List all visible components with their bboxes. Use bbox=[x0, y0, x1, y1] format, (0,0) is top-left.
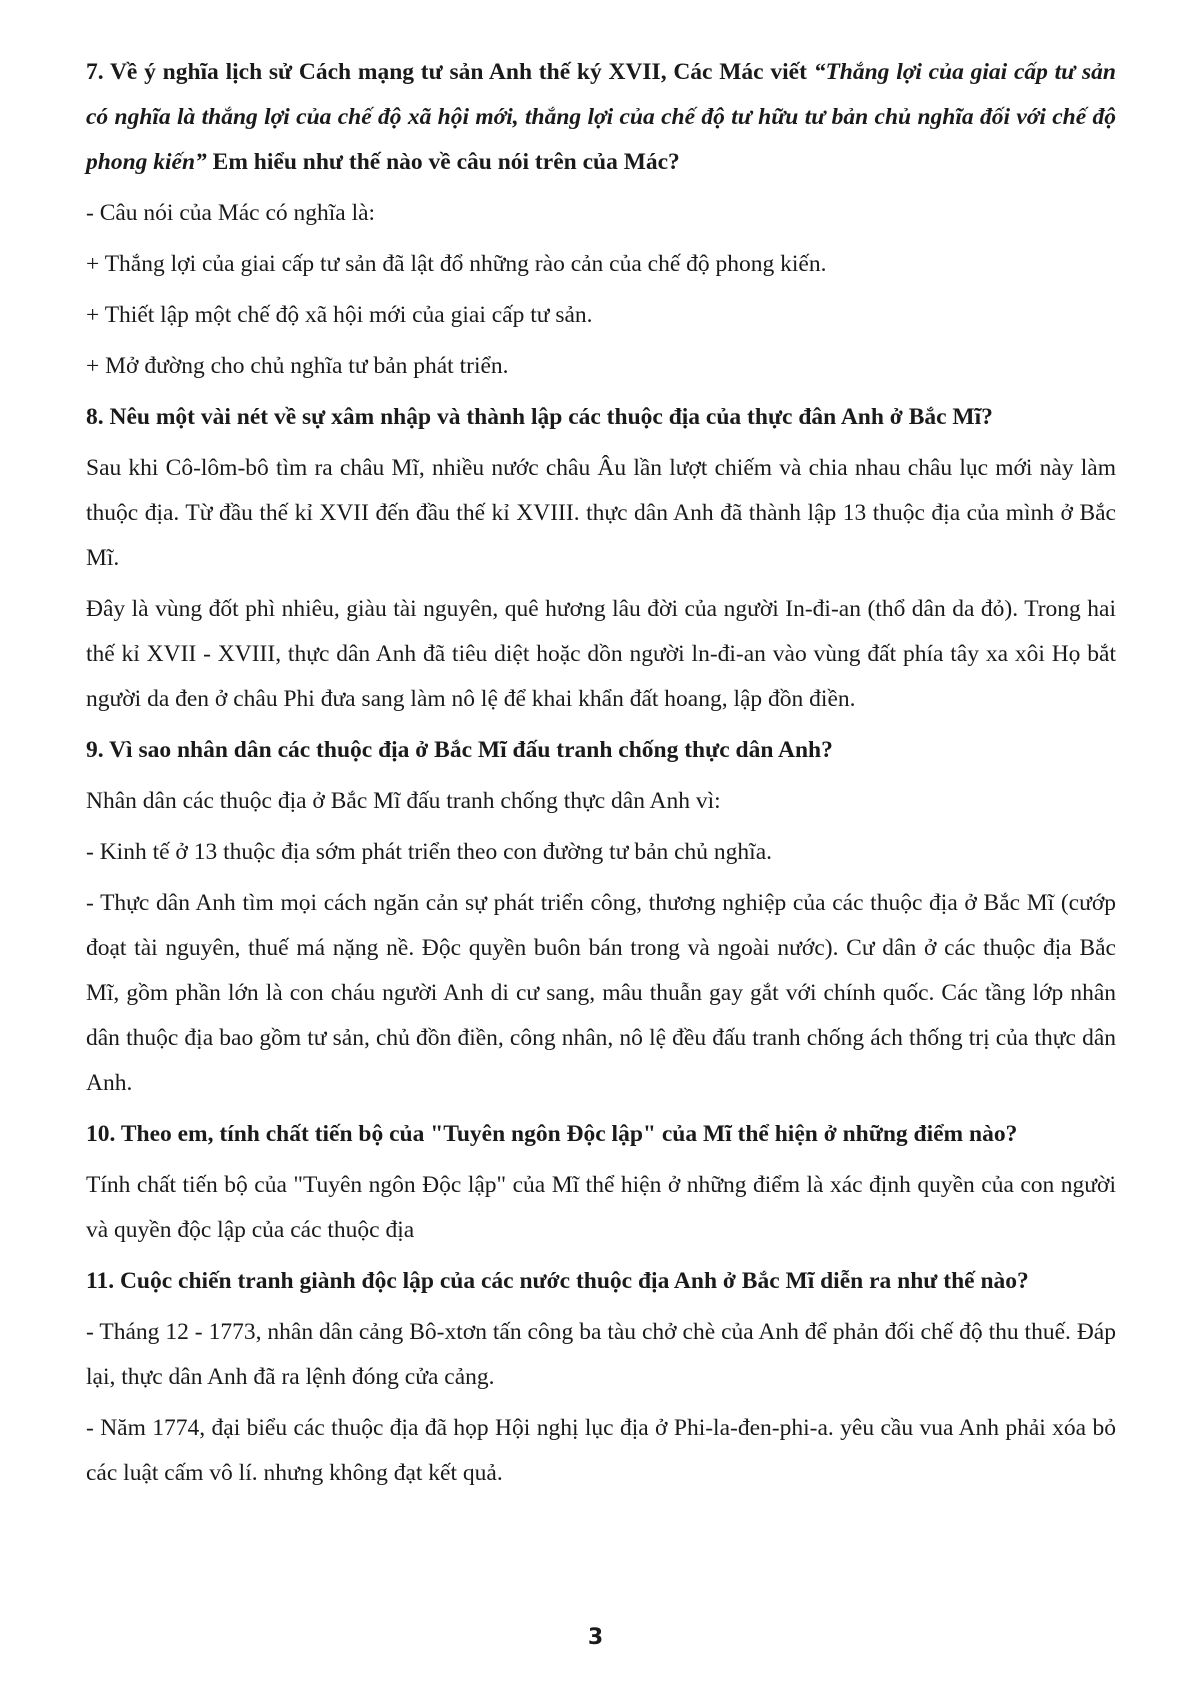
answer-paragraph: - Thực dân Anh tìm mọi cách ngăn cản sự phát triển công, thương nghiệp của các thuộc địa ở Bắc Mĩ (cướp đoạt tài nguyên, thuế má nặng nề. Độc quyền buôn bán trong và ngoài nước). Cư dân ở các thuộc địa Bắc Mĩ, gồm phần lớn là con cháu người Anh di cư sang, mâu thuẫn gay gắt với chính quốc. Các tầng lớp nhân dân thuộc địa bao gồm tư sản, chủ đồn điền, công nhân, nô lệ đều đấu tranh chống ách thống trị của thực dân Anh. bbox=[86, 890, 1116, 1096]
document-body bbox=[86, 50, 1116, 1502]
question-8: 8. Nêu một vài nét về sự xâm nhập và thành lập các thuộc địa của thực đân Anh ở Bắc Mĩ? bbox=[86, 404, 993, 430]
question-7: 7. Về ý nghĩa lịch sử Cách mạng tư sản Anh thế ký XVII, Các Mác viết “Thắng lợi của giai cấp tư sản có nghĩa là thắng lợi của chế độ xã hội mới, thắng lợi của chế độ tư hữu tư bản chủ nghĩa đối với chế độ phong kiến” Em hiểu như thế nào về câu nói trên của Mác? bbox=[86, 59, 1116, 175]
answer-paragraph: Tính chất tiến bộ của "Tuyên ngôn Độc lập" của Mĩ thể hiện ở những điểm là xác định quyền của con người và quyền độc lập của các thuộc địa bbox=[86, 1172, 1116, 1243]
answer-paragraph: + Mở đường cho chủ nghĩa tư bản phát triển. bbox=[86, 353, 509, 379]
answer-paragraph: - Năm 1774, đại biểu các thuộc địa đã họp Hội nghị lục địa ở Phi-la-đen-phi-a. yêu cầu vua Anh phải xóa bỏ các luật cấm vô lí. nhưng không đạt kết quả. bbox=[86, 1415, 1116, 1486]
answer-paragraph: Sau khi Cô-lôm-bô tìm ra châu Mĩ, nhiều nước châu Âu lần lượt chiếm và chia nhau châu lục mới này làm thuộc địa. Từ đầu thế kỉ XVII đến đầu thế kỉ XVIII. thực dân Anh đã thành lập 13 thuộc địa của mình ở Bắc Mĩ. bbox=[86, 455, 1116, 571]
answer-paragraph: - Câu nói của Mác có nghĩa là: bbox=[86, 200, 376, 226]
answer-paragraph: Nhân dân các thuộc địa ở Bắc Mĩ đấu tranh chống thực dân Anh vì: bbox=[86, 788, 721, 814]
question-10: 10. Theo em, tính chất tiến bộ của "Tuyên ngôn Độc lập" của Mĩ thể hiện ở những điểm nào? bbox=[86, 1121, 1018, 1147]
question-11: 11. Cuộc chiến tranh giành độc lập của các nước thuộc địa Anh ở Bắc Mĩ diễn ra như thế nào? bbox=[86, 1268, 1029, 1294]
question-9: 9. Vì sao nhân dân các thuộc địa ở Bắc Mĩ đấu tranh chống thực dân Anh? bbox=[86, 737, 833, 763]
answer-paragraph: Đây là vùng đốt phì nhiêu, giàu tài nguyên, quê hương lâu đời của người In-đi-an (thổ dân da đỏ). Trong hai thế kỉ XVII - XVIII, thực dân Anh đã tiêu diệt hoặc dồn người ln-đi-an vào vùng đất phía tây xa xôi Họ bắt người da đen ở châu Phi đưa sang làm nô lệ để khai khẩn đất hoang, lập đồn điền. bbox=[86, 596, 1116, 712]
answer-paragraph: - Kinh tế ở 13 thuộc địa sớm phát triển theo con đường tư bản chủ nghĩa. bbox=[86, 839, 773, 865]
answer-paragraph: + Thắng lợi của giai cấp tư sản đã lật đổ những rào cản của chế độ phong kiến. bbox=[86, 251, 827, 277]
answer-paragraph: - Tháng 12 - 1773, nhân dân cảng Bô-xtơn tấn công ba tàu chở chè của Anh để phản đối chế độ thu thuế. Đáp lại, thực dân Anh đã ra lệnh đóng cửa cảng. bbox=[86, 1319, 1116, 1390]
answer-paragraph: + Thiết lập một chế độ xã hội mới của giai cấp tư sản. bbox=[86, 302, 593, 328]
marx-quote: “Thắng lợi của giai cấp tư sản có nghĩa là thắng lợi của chế độ xã hội mới, thắng lợi của chế độ tư hữu tư bản chủ nghĩa đối với chế độ phong kiến” bbox=[86, 59, 1116, 175]
page-number: 3 bbox=[587, 1625, 604, 1650]
